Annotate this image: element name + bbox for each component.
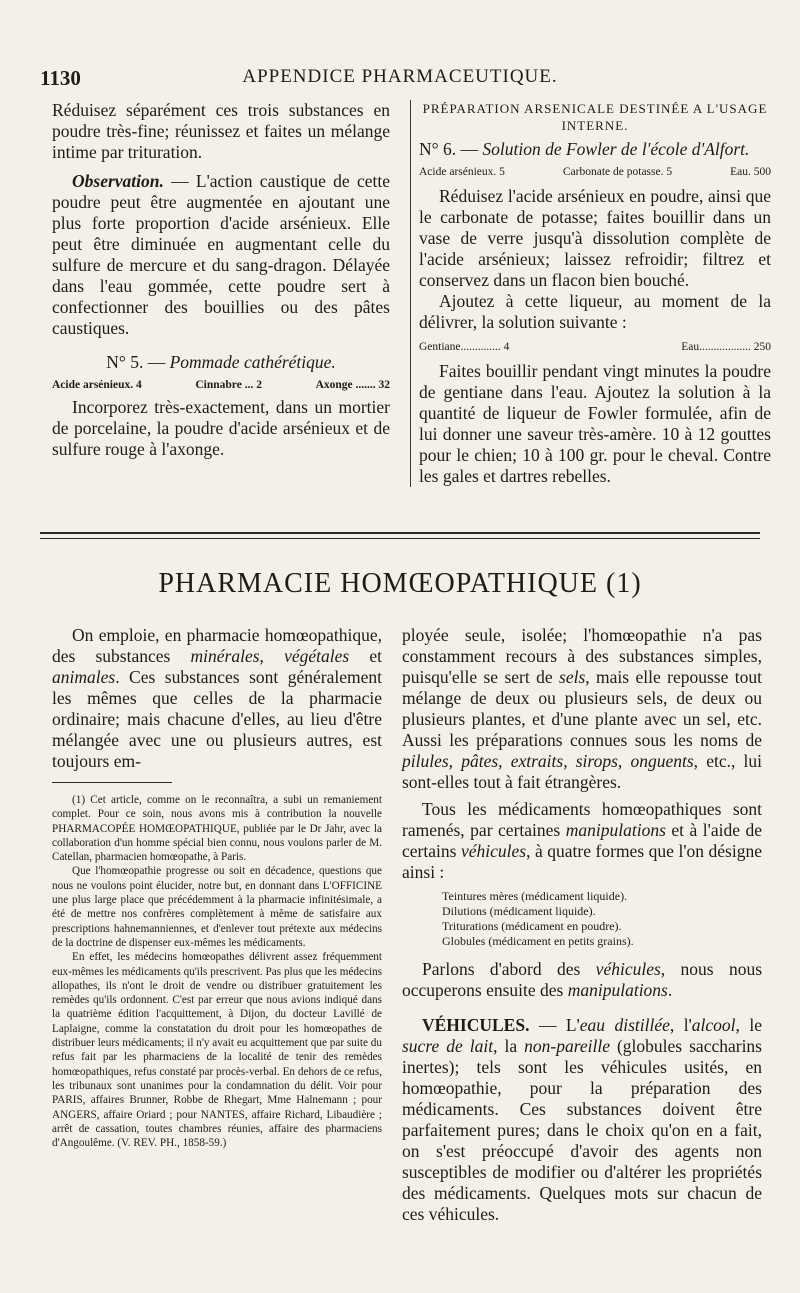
paragraph — [402, 799, 762, 883]
lower-right-column — [402, 625, 762, 1225]
subsection-heading — [419, 100, 771, 134]
text-run: et — [349, 646, 382, 666]
intro-paragraph — [52, 625, 382, 772]
ingredient: Acide arsénieux. 5 — [419, 166, 505, 178]
section-divider-thin — [40, 538, 760, 539]
text-run: sucre de lait — [402, 1036, 494, 1056]
ingredient-list — [52, 377, 390, 393]
text-run: Parlons d'abord des — [422, 959, 596, 979]
text-run: , l' — [669, 1015, 692, 1035]
text-run: et à l'aide de certains — [402, 820, 762, 861]
list-item: Dilutions (médicament liquide). — [442, 904, 596, 918]
text-run: , mais elle repousse tout mélange de deux ou plusieurs sels, de deux ou plusieurs plantes, et d'une plante avec un sel, etc. Aussi les préparations connues sous les noms de — [402, 667, 762, 750]
forms-list — [442, 889, 762, 949]
footnote: En effet, les médecins homœopathes délivrent assez fréquemment eux-mêmes les médicaments qu'ils prescrivent. Pas plus que les médecins allopathes, ils n'ont le droit de vendre ou distribuer gratuitement les remèdes qu'ils ordonnent. C'est par erreur que nous avions indiqué dans la quatrième édition l'acquittement, à Dijon, du docteur Lavillé de Laplaigne, comme la constatation du droit pour les homœopathes de distribuer leurs médicaments; il n'y avait eu acquittement que par suite du refus fait par les pharmaciens de la localité de tenir des remèdes homœopathiques, refus constaté par procès-verbal. En dehors de ce refus, les tribunaux sont unanimes pour la condamnation du délit. Voir pour PARIS, affaires Brunner, Robbe de Rhegart, Mme Halnemann ; pour ANGERS, affaire Oriard ; pour NANTES, affaire Richard, Libaudière ; arrêt de cassation, toutes chambres réunies, affaire des pharmaciens d'Angoulême. (V. REV. PH., 1858-59.) — [52, 951, 382, 1150]
ingredient: Cinnabre ... 2 — [195, 379, 262, 391]
ingredient: Gentiane.............. 4 — [419, 341, 510, 353]
text-run: , nous nous occuperons ensuite des — [402, 959, 763, 1000]
text-run: Tous les médicaments homœopathiques sont ramenés, par certaines — [402, 799, 762, 840]
text-run: , etc., lui sont-elles tout à fait étrangères. — [402, 751, 762, 792]
text-run: non-pareille — [524, 1036, 610, 1056]
text-run: minérales — [190, 646, 260, 666]
text-run: végétales — [284, 646, 350, 666]
vehicles-paragraph — [402, 1015, 762, 1225]
paragraph: Faites bouillir pendant vingt minutes la poudre de gentiane dans l'eau. Ajoutez la solution à la quantité de liqueur de Fowler formulée, afin de lui donner une saveur très-amère. 10 à 12 gouttes pour le chien; 10 à 100 gr. pour le cheval. Contre les gales et dartres rebelles. — [419, 361, 771, 486]
text-run: manipulations — [565, 820, 666, 840]
ingredient-list — [419, 164, 771, 180]
ingredient: Carbonate de potasse. 5 — [562, 166, 673, 178]
formula-title — [52, 351, 390, 373]
text-run: ployée seule, isolée; l'homœopathie n'a pas constamment recours à des substances simples, puisqu'elle se sert de — [402, 625, 762, 687]
formula-number: N° 6. — — [419, 139, 483, 159]
ingredient: Acide arsénieux. 4 — [52, 379, 142, 391]
text-run: véhicules — [460, 841, 527, 861]
subsection-heading-line: INTERNE. — [561, 118, 629, 133]
list-item: Globules (médicament en petits grains). — [442, 934, 634, 948]
formula-name: Pommade cathérétique. — [169, 352, 336, 372]
ingredient: Axonge ....... 32 — [315, 379, 390, 391]
text-run: animales — [52, 667, 116, 687]
lower-left-column — [52, 625, 382, 1150]
text-run: eau distillée — [579, 1015, 670, 1035]
text-run: sels — [559, 667, 586, 687]
footnote-rule — [52, 782, 172, 783]
subsection-heading-line: PRÉPARATION ARSENICALE DESTINÉE A L'USAGE — [422, 101, 768, 116]
text-run: , le — [735, 1015, 762, 1035]
section-title: PHARMACIE HOMŒOPATHIQUE (1) — [158, 568, 642, 599]
ingredient: Eau. 500 — [730, 166, 771, 178]
paragraph: Incorporez très-exactement, dans un mortier de porcelaine, la poudre d'acide arsénieux et de sulfure rouge à l'axonge. — [52, 397, 390, 459]
footnote: (1) Cet article, comme on le reconnaîtra, a subi un remaniement complet. Pour ce soin, nous avons mis à contribution la nouvelle PHARMACOPÉE HOMŒOPATHIQUE, publiée par le Dr Jahr, avec la collaboration d'un homme spécial bien connu, nous voulons parler de M. Catellan, pharmacien homœopathe, à Paris. — [52, 794, 382, 864]
text-run: véhicules — [595, 959, 661, 979]
formula-number: N° 5. — — [106, 352, 170, 372]
text-run: alcool — [691, 1015, 736, 1035]
running-title: APPENDICE PHARMACEUTIQUE. — [242, 66, 558, 87]
list-item: Triturations (médicament en poudre). — [442, 919, 622, 933]
text-run: . — [667, 980, 673, 1000]
paragraph — [402, 625, 762, 793]
footnote: Que l'homœopathie progresse ou soit en décadence, questions que nous ne voulons point élucider, notre but, en donnant dans L'OFFICINE une plus large place que précédemment à la pharmacie infinitésimale, a été de mettre nos confrères complètement à même de satisfaire aux prescriptions hahnemanniennes, et d'enlever tout prétexte aux médecins de la doctrine de dispenser eux-mêmes les médicaments. — [52, 865, 382, 949]
observation-label: Observation. — [72, 171, 164, 191]
text-run: , la — [493, 1036, 525, 1056]
paragraph: Réduisez l'acide arsénieux en poudre, ainsi que le carbonate de potasse; faites bouillir dans un vase de verre jusqu'à dissolution complète de l'acide arsénieux; laissez refroidir; filtrez et conservez dans un flacon bien bouché. — [419, 186, 771, 290]
upper-right-column — [410, 100, 771, 487]
page-number: 1130 — [40, 66, 81, 90]
text-run: , à quatre formes que l'on désigne ainsi : — [402, 841, 762, 882]
text-run: pilules, pâtes, extraits, sirops, onguents — [402, 751, 694, 771]
text-run: , — [259, 646, 285, 666]
list-item: Teintures mères (médicament liquide). — [442, 889, 628, 903]
paragraph — [402, 959, 762, 1001]
ingredient-list — [419, 339, 771, 355]
upper-left-column — [52, 100, 390, 460]
text-run: (globules saccharins inertes); tels sont les véhicules usités, en homœopathie, pour la préparation des médicaments. Ces substances doivent être parfaitement pures; dans le choix qu'on en a fait, on s'est préoccupé d'avoir des agents non susceptibles de modifier ou d'altérer les propriétés des médicaments. Quelques mots sur chacun de ces véhicules. — [402, 1036, 762, 1224]
text-run: manipulations — [567, 980, 668, 1000]
text-run: On emploie, en pharmacie homœopathique, des substances — [52, 625, 382, 666]
observation-paragraph — [52, 171, 390, 339]
observation-text: — L'action caustique de cette poudre peut être augmentée en ajoutant une plus forte proportion d'acide arsénieux. Elle peut être diminuée en augmentant celle du sulfure de mercure et du sang-dragon. Délayée dans l'eau gommée, cette poudre sert à confectionner des bouillies ou des pâtes caustiques. — [52, 171, 390, 338]
running-head — [40, 66, 760, 92]
formula-name: Solution de Fowler de l'école d'Alfort. — [482, 139, 750, 159]
paragraph: Ajoutez à cette liqueur, au moment de la délivrer, la solution suivante : — [419, 291, 771, 332]
ingredient: Eau.................. 250 — [681, 341, 771, 353]
text-run: . Ces substances sont généralement les mêmes que celles de la pharmacie ordinaire; mais chacune d'elles, au lieu d'être mélangée avec une ou plusieurs autres, est toujours em- — [52, 667, 382, 771]
formula-title — [419, 138, 771, 160]
vehicles-label: VÉHICULES. — [422, 1015, 530, 1035]
section-divider — [40, 532, 760, 534]
paragraph: Réduisez séparément ces trois substances en poudre très-fine; réunissez et faites un mélange intime par trituration. — [52, 100, 390, 162]
text-run: — L' — [529, 1015, 580, 1035]
